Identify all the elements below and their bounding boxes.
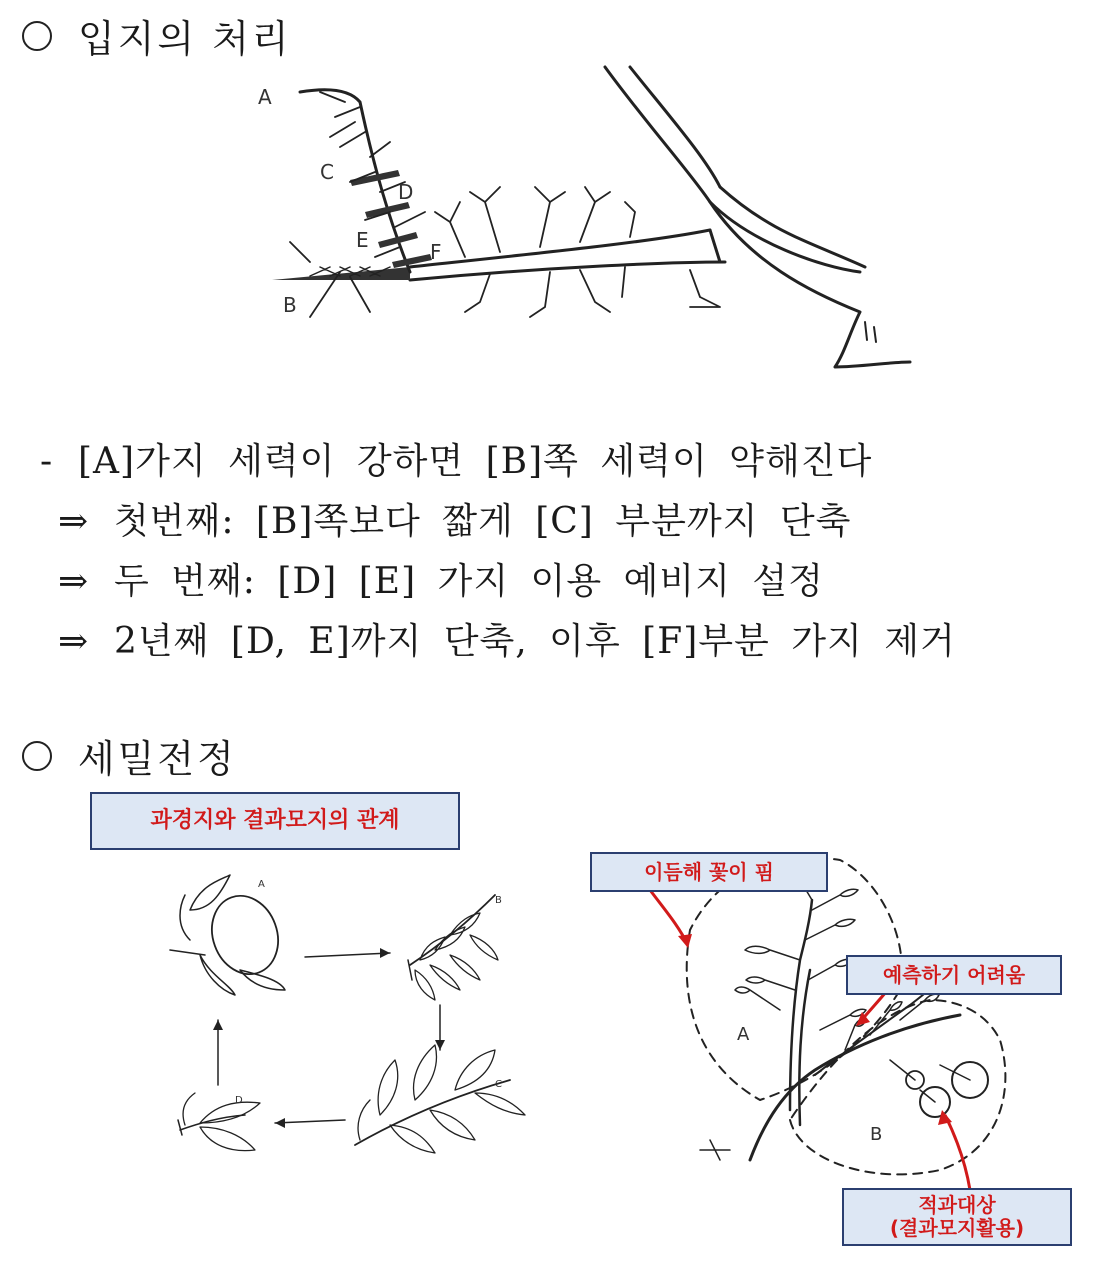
arrow-icon: ⇒: [58, 501, 90, 542]
section-title: 입지의 처리: [78, 17, 292, 61]
section-title: 세밀전정: [78, 737, 237, 781]
cycle-title-box: [90, 792, 460, 850]
cycle-label-b: B: [495, 895, 502, 906]
section-heading-2: [22, 728, 237, 783]
section-heading-1: [22, 8, 292, 63]
explanation-line: ⇒ 두 번째: [D] [E] 가지 이용 예비지 설정: [58, 561, 824, 602]
cycle-title: 과경지와 결과모지의 관계: [150, 808, 400, 834]
pruning-diagram: [250, 62, 930, 392]
zone-label-a: A: [737, 1024, 750, 1045]
cycle-diagram: [150, 865, 570, 1165]
cycle-label-d: D: [235, 1095, 243, 1106]
explanation-line: - [A]가지 세력이 강하면 [B]쪽 세력이 약해진다: [40, 441, 873, 482]
diagram-label-a: A: [258, 85, 272, 109]
diagram-label-c: C: [320, 160, 334, 184]
circle-bullet-icon: [22, 21, 52, 51]
diagram-label-d: D: [398, 180, 414, 204]
arrow-icon: ⇒: [58, 621, 90, 662]
callout-flower: 이듬해 꽃이 핌: [590, 852, 828, 892]
callout-thinning: 적과대상 (결과모지활용): [842, 1188, 1072, 1246]
explanation-line: ⇒ 2년째 [D, E]까지 단축, 이후 [F]부분 가지 제거: [58, 621, 956, 662]
callout-predict: 예측하기 어려움: [846, 955, 1062, 995]
arrow-icon: ⇒: [58, 561, 90, 602]
zone-label-b: B: [870, 1124, 883, 1145]
cycle-label-a: A: [258, 879, 265, 890]
diagram-label-f: F: [430, 240, 442, 264]
fruiting-zone-diagram: [640, 840, 1060, 1200]
circle-bullet-icon: [22, 741, 52, 771]
diagram-label-b: B: [283, 293, 297, 317]
explanation-line: ⇒ 첫번째: [B]쪽보다 짧게 [C] 부분까지 단축: [58, 501, 852, 542]
cycle-label-c: C: [495, 1079, 502, 1090]
diagram-label-e: E: [356, 228, 369, 252]
